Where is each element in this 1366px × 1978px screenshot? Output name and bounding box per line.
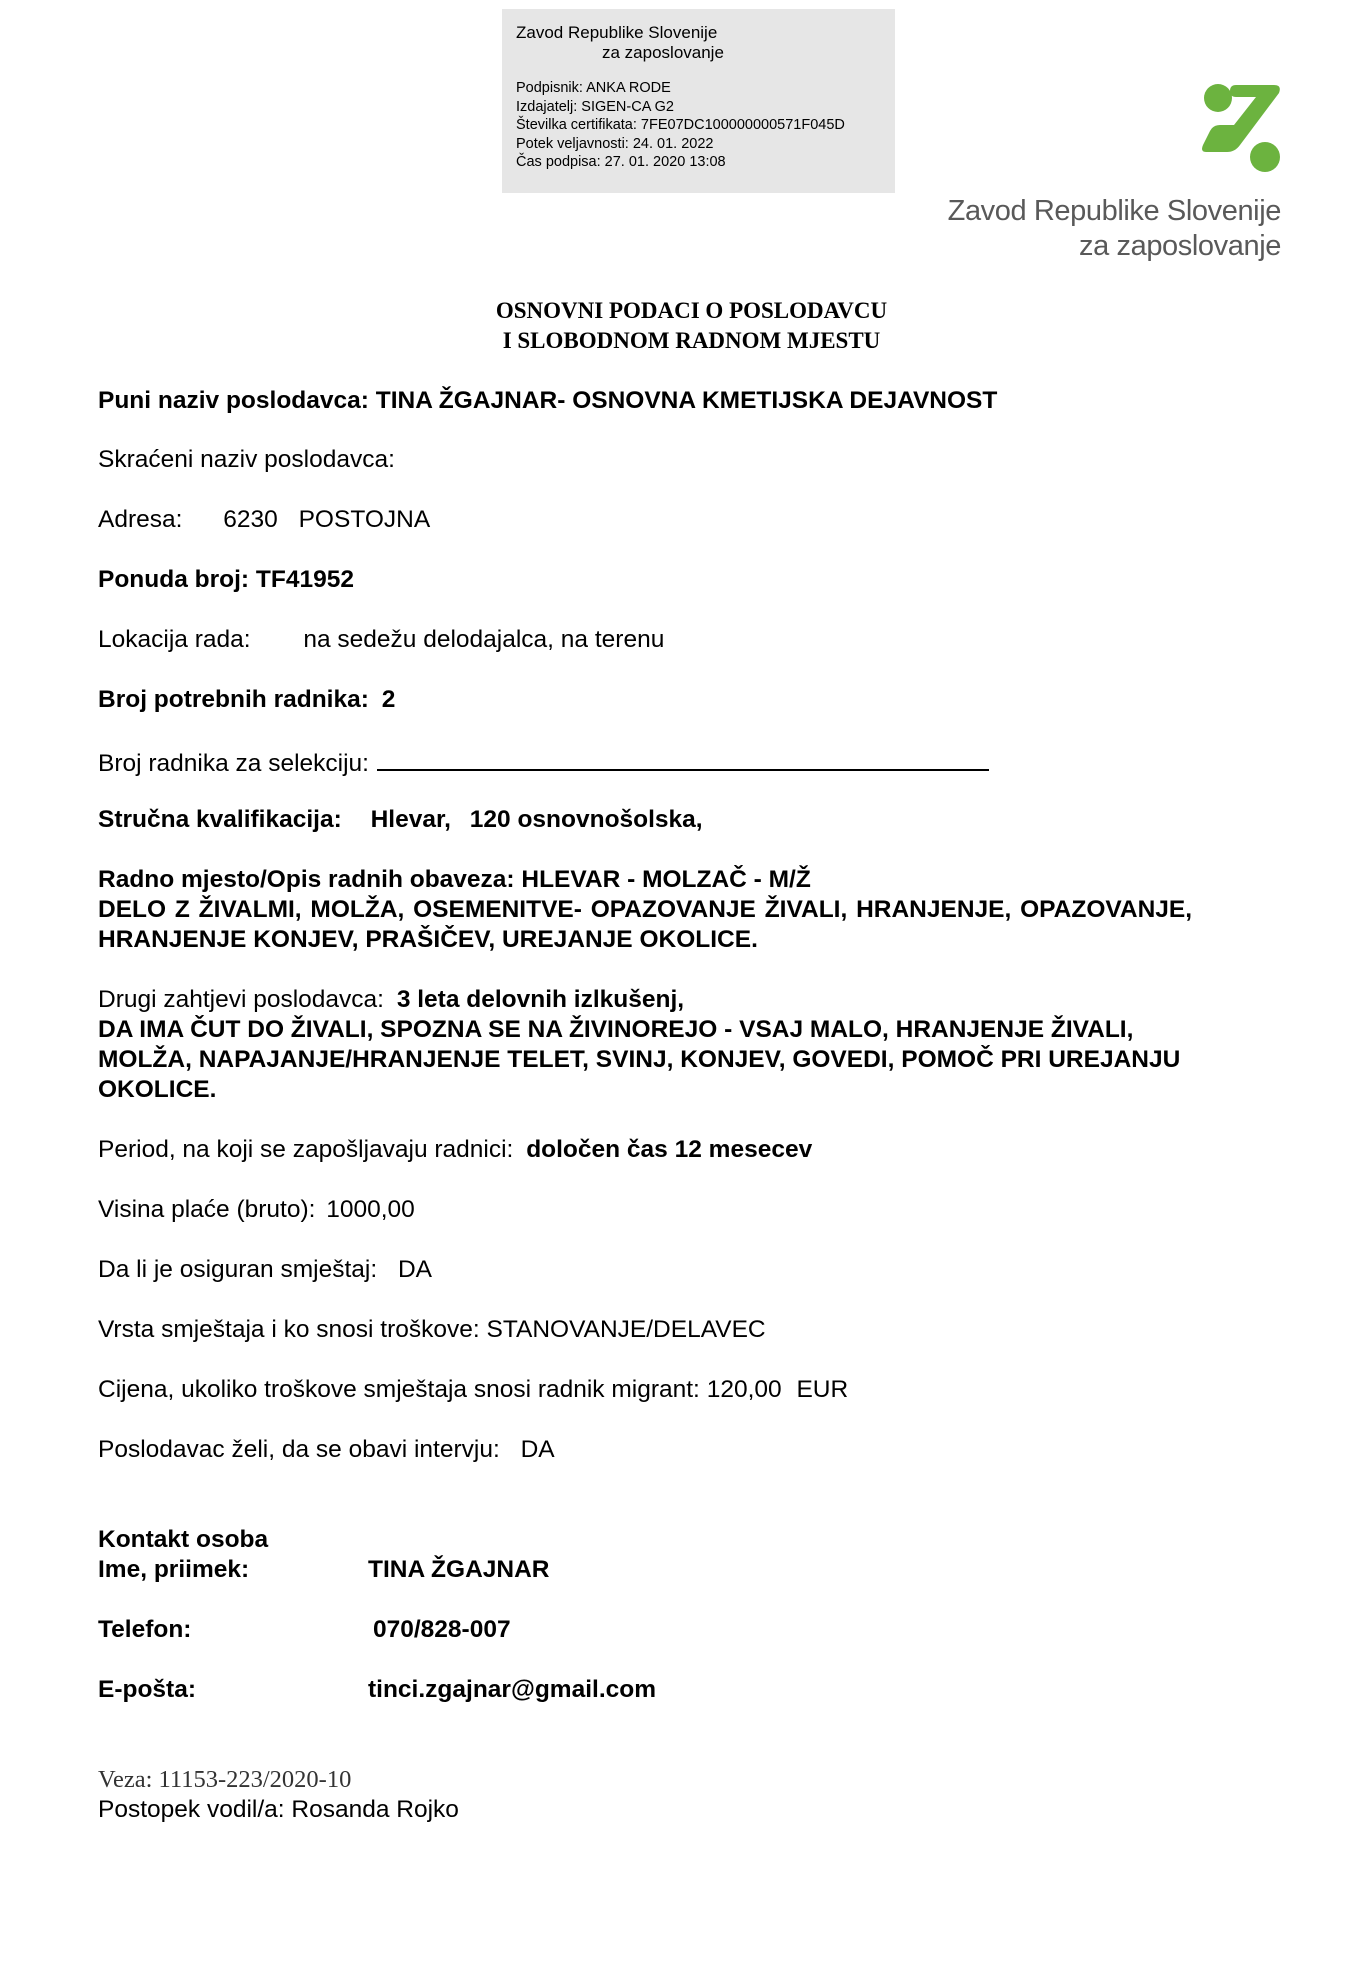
price-currency: EUR xyxy=(796,1376,849,1403)
housing-type-label: Vrsta smještaja i ko snosi troškove: xyxy=(98,1316,480,1343)
signature-issuer: Izdajatelj: SIGEN-CA G2 xyxy=(516,98,674,115)
other-value-2: DA IMA ČUT DO ŽIVALI, SPOZNA SE NA ŽIVINOREJO - VSAJ MALO, HRANJENJE ŽIVALI, xyxy=(98,1016,1134,1043)
offer-value: TF41952 xyxy=(255,566,354,593)
workers-needed-label: Broj potrebnih radnika: xyxy=(98,686,369,713)
contact-phone-value: 070/828-007 xyxy=(373,1616,511,1643)
location-label: Lokacija rada: xyxy=(98,626,251,653)
title-line2: I SLOBODNOM RADNOM MJESTU xyxy=(502,328,881,353)
zrss-logo-icon xyxy=(1200,83,1284,173)
salary-row xyxy=(98,1195,415,1225)
job-desc-line1: DELO Z ŽIVALMI, MOLŽA, OSEMENITVE- OPAZOVANJE ŽIVALI, HRANJENJE, OPAZOVANJE, xyxy=(98,896,1193,923)
short-name-label: Skraćeni naziv poslodavca: xyxy=(98,446,395,473)
location-row xyxy=(98,625,664,655)
contact-phone-label: Telefon: xyxy=(98,1616,192,1643)
selection-blank-line xyxy=(377,745,989,771)
address-postcode: 6230 xyxy=(223,506,278,533)
short-name-row xyxy=(98,445,395,475)
price-row xyxy=(98,1375,848,1405)
contact-phone-row xyxy=(98,1615,511,1645)
selection-row xyxy=(98,745,989,779)
interview-label: Poslodavac želi, da se obavi intervju: xyxy=(98,1436,500,1463)
contact-email-label: E-pošta: xyxy=(98,1676,196,1703)
interview-row xyxy=(98,1435,555,1465)
housing-value: DA xyxy=(397,1256,433,1283)
contact-email-row xyxy=(98,1675,656,1705)
address-label: Adresa: xyxy=(98,506,183,533)
signature-box xyxy=(502,9,895,193)
housing-label: Da li je osiguran smještaj: xyxy=(98,1256,378,1283)
contact-name-label: Ime, priimek: xyxy=(98,1556,250,1583)
full-name-value: TINA ŽGAJNAR- OSNOVNA KMETIJSKA DEJAVNOST xyxy=(375,387,998,414)
qualification-label: Stručna kvalifikacija: xyxy=(98,806,342,833)
job-desc-line2: HRANJENJE KONJEV, PRAŠIČEV, UREJANJE OKOLICE. xyxy=(98,926,758,953)
period-row xyxy=(98,1135,812,1165)
signature-time: Čas podpisa: 27. 01. 2020 13:08 xyxy=(516,154,726,170)
job-label: Radno mjesto/Opis radnih obaveza: xyxy=(98,866,515,893)
qualification-value: Hlevar, xyxy=(370,806,451,833)
period-value: določen čas 12 mesecev xyxy=(526,1136,813,1163)
signature-signer: Podpisnik: ANKA RODE xyxy=(516,80,671,96)
price-label: Cijena, ukoliko troškove smještaja snosi radnik migrant: xyxy=(98,1376,700,1403)
address-row xyxy=(98,505,430,535)
contact-name-row xyxy=(98,1555,549,1585)
price-value: 120,00 xyxy=(706,1376,782,1403)
signature-org-line1: Zavod Republike Slovenije xyxy=(516,23,718,42)
job-title: HLEVAR - MOLZAČ - M/Ž xyxy=(521,866,811,893)
other-label: Drugi zahtjevi poslodavca: xyxy=(98,986,384,1013)
qualification-row xyxy=(98,805,703,835)
full-name-label: Puni naziv poslodavca: xyxy=(98,387,369,414)
offer-label: Ponuda broj: xyxy=(98,566,250,593)
signature-validity: Potek veljavnosti: 24. 01. 2022 xyxy=(516,135,714,152)
contact-name-value: TINA ŽGAJNAR xyxy=(368,1556,550,1583)
reference: Veza: 11153-223/2020-10 xyxy=(98,1766,352,1793)
title-line1: OSNOVNI PODACI O POSLODAVCU xyxy=(495,298,888,323)
offer-row xyxy=(98,565,354,595)
contact-heading: Kontakt osoba xyxy=(98,1526,269,1553)
address-city: POSTOJNA xyxy=(298,506,431,533)
housing-type-value: STANOVANJE/DELAVEC xyxy=(486,1316,766,1343)
selection-label: Broj radnika za selekciju: xyxy=(98,750,369,777)
other-value-1: 3 leta delovnih izlkušenj, xyxy=(396,986,685,1013)
contact-email-value[interactable]: tinci.zgajnar@gmail.com xyxy=(368,1676,657,1703)
qualification-value-2: 120 osnovnošolska, xyxy=(469,806,703,833)
page-title xyxy=(0,296,1366,356)
logo-line1: Zavod Republike Slovenije xyxy=(947,195,1281,227)
handled-by: Postopek vodil/a: Rosanda Rojko xyxy=(98,1796,459,1823)
other-value-3: MOLŽA, NAPAJANJE/HRANJENJE TELET, SVINJ, KONJEV, GOVEDI, POMOČ PRI UREJANJU xyxy=(98,1046,1181,1073)
location-value: na sedežu delodajalca, na terenu xyxy=(303,626,665,653)
housing-row xyxy=(98,1255,432,1285)
workers-needed-row xyxy=(98,685,395,715)
period-label: Period, na koji se zapošljavaju radnici: xyxy=(98,1136,514,1163)
salary-value: 1000,00 xyxy=(326,1196,415,1223)
job-block xyxy=(98,865,1192,955)
signature-org-line2: za zaposlovanje xyxy=(602,43,724,62)
other-requirements-block xyxy=(98,985,1180,1105)
signature-cert-number: Številka certifikata: 7FE07DC100000000571F045D xyxy=(516,117,845,133)
workers-needed-value: 2 xyxy=(381,686,396,713)
interview-value: DA xyxy=(520,1436,555,1463)
other-value-4: OKOLICE. xyxy=(98,1076,217,1103)
full-name-row xyxy=(98,386,997,416)
salary-label: Visina plaće (bruto): xyxy=(98,1196,316,1223)
logo-wordmark xyxy=(948,194,1281,264)
logo-line2: za zaposlovanje xyxy=(1079,230,1281,262)
housing-type-row xyxy=(98,1315,766,1345)
